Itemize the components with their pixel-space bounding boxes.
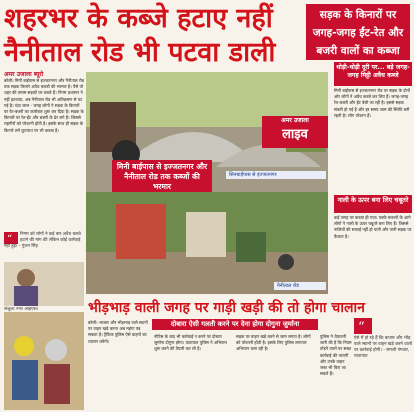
bottom-column-4: पुलिस ने चेतावनी जारी की है कि नियम तोड़ने वालों पर सख्त कार्रवाई की जाएगी और उनके वाहन जब्त भी किए जा सकते हैं। <box>320 334 352 377</box>
street-photo-image <box>86 192 328 294</box>
photo-caption-2: सिनबाईपास से इज्जतनगर <box>226 171 326 179</box>
quote-left-text: निगम को लोगों ने कई बार अवैध कब्जे हटाने की मांग की लेकिन कोई कार्रवाई नहीं हुई। - गुंजन सिंह <box>4 232 81 249</box>
portrait-image <box>4 262 84 306</box>
headline-line-1: शहरभर के कब्जे हटाए नहीं <box>4 3 273 34</box>
quote-right-text: ऐसे में हो रहे हैं कि बाजार और भीड़ वाले स्थानों पर वाहन खड़े करने वालों पर कार्रवाई होगी। - रामजी गंगवार, यातायात <box>354 336 412 359</box>
bottom-column-1: बरेली। भाजार और भीड़भाड़ वाले स्थानों पर वाहन खड़े करना अब महंगा पड़ सकता है। ट्रैफिक पुलिस ऐसे वाहनों का चालान करेगी। <box>88 320 148 344</box>
side-heading-1: थोड़ी-थोड़ी दूरी पर... बड़े जगह-जगह मिट्टी अवैध कब्जे <box>334 62 412 86</box>
main-headline <box>4 2 304 72</box>
sub-headline: दोबारा ऐसी गलती करने पर देना होगा दोगुना जुर्माना <box>152 319 318 330</box>
helmet-photo-image <box>4 312 84 410</box>
quote-right <box>354 318 412 410</box>
bottom-column-2: नोटिस के बाद भी कार्रवाई न करने पर दोबारा जुर्माना दोगुना होगा। यातायात पुलिस ने अभियान शुरू करने की तैयारी कर ली है। <box>154 334 227 352</box>
quote-left <box>4 232 84 260</box>
live-brand: अमर उजाला <box>281 117 309 124</box>
svg-text:“: “ <box>358 320 365 334</box>
helmet-photo <box>4 312 84 410</box>
quote-icon-right <box>354 318 372 334</box>
street-photo <box>86 192 328 294</box>
portrait-caption: संजुला नगर आइएस। <box>4 307 39 312</box>
article-column-1: बरेली। मिनी बाईपास से इज्जतनगर और नैनीताल रोड तक सड़क किनारे अवैध कब्जों की भरमार है। पैसे तो शहर की तमाम सड़कों पर कब्जे हैं। निगम प्रशासन ने नहीं हटवाया, अब नैनीताल रोड भी अतिक्रमण से पट गई है। चंदा जाल - जगह लोगों ने सड़क के किनारों पर रेत-बजरी का कारोबार शुरू कर दिया है। सड़क के किनारों पर रेत-ईंट और बजरी के ढेर लगे हैं। जिससे राहगीरों को परेशानी होती है। इसके साथ ही सड़क के किनारे लगे फुटपाथ पर भी कब्जा है। <box>4 78 84 133</box>
bottom-column-3: सड़क पर वाहन खड़े करने से जाम लगता है। लोगों को परेशानी होती है। इसके लिए पुलिस लगातार अभियान चला रही है। <box>236 334 311 352</box>
headline-line-2: नैनीताल रोड भी पटवा डाली <box>4 37 276 68</box>
svg-text:“: “ <box>7 234 13 244</box>
portrait-photo <box>4 262 84 306</box>
photo-caption-main: मिनी बाईपास से इज्जतनगर और नैनीताल रोड तक कब्जों की भरमार <box>112 160 212 192</box>
byline: अमर उजाला ब्यूरो <box>4 71 44 78</box>
second-headline: भीड़भाड़ वाली जगह पर गाड़ी खड़ी की तो होगा चालान <box>88 300 365 316</box>
live-word: लाइव <box>282 127 308 142</box>
side-column-2: कई जगह पर कब्जा ही गया। पक्के मकानों के आगे लोगों ने नाली के ऊपर चबूतरे बना लिए हैं। जिससे नालियों की सफाई नहीं हो पाती और पानी सड़क पर फैलता है। <box>334 215 412 239</box>
photo-caption-3: नैनीताल रोड <box>274 282 326 290</box>
corner-callout: सड़क के किनारों पर जगह-जगह ईंट-रेत और बजरी वालों का कब्जा <box>306 4 410 60</box>
side-heading-2: नाली के ऊपर बना लिए चबूतरे <box>334 195 412 213</box>
quote-icon <box>4 232 18 244</box>
live-badge <box>262 116 328 148</box>
side-column-1: मिनी बाईपास से इज्जतनगर रोड पर सड़क के दोनों ओर लोगों ने अवैध कब्जे कर लिए हैं। जगह-जगह रेत-बजरी और ईंट बेची जा रही है। इससे सड़क संकरी हो गई है और हर समय जाम की स्थिति बनी रहती है। लोग परेशान हैं। <box>334 88 410 118</box>
